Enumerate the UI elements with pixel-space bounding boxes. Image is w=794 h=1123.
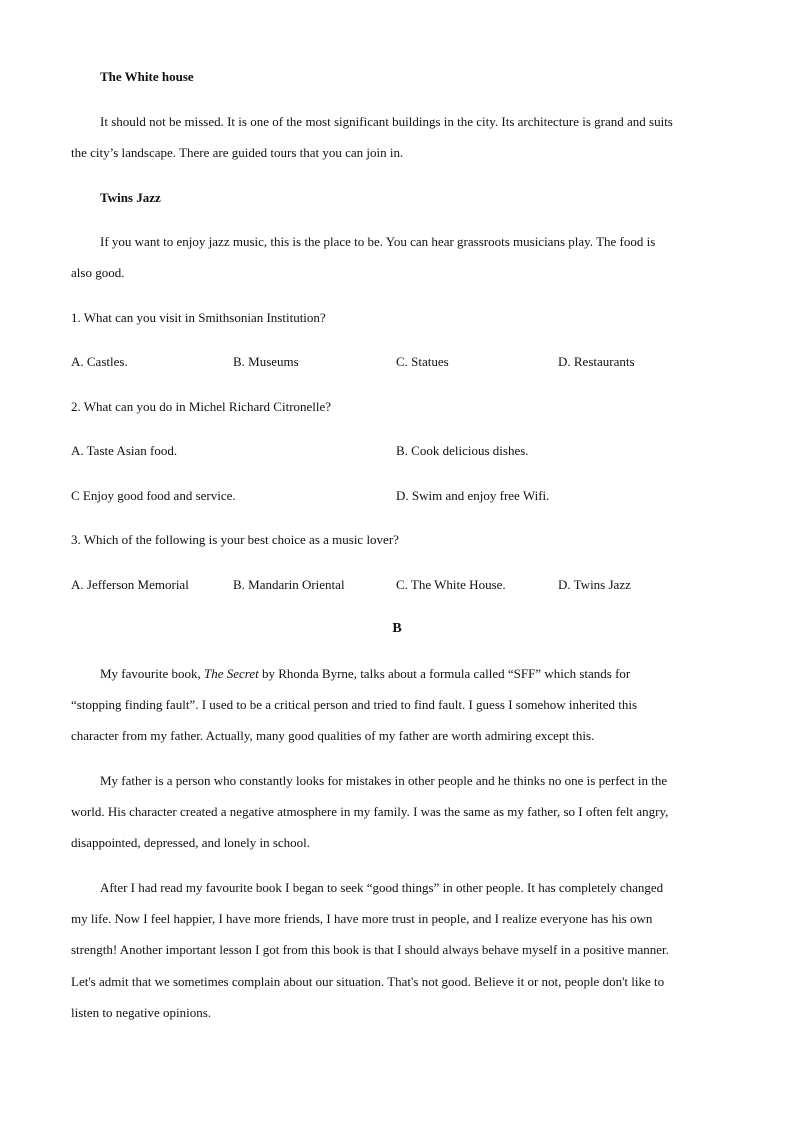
p1-intro-text: My favourite book, xyxy=(100,666,201,681)
question-3-option-d: D. Twins Jazz xyxy=(558,577,631,592)
section-b-p1-line-2: “stopping finding fault”. I used to be a critical person and tried to find fault. I guess I somehow inherited this xyxy=(71,697,638,712)
question-3-option-a: A. Jefferson Memorial xyxy=(71,577,189,592)
question-1-option-a: A. Castles. xyxy=(71,354,128,369)
white-house-line-2: the city’s landscape. There are guided tours that you can join in. xyxy=(71,145,404,160)
book-title: The Secret xyxy=(203,666,259,681)
section-b-p2-line-2: world. His character created a negative atmosphere in my family. I was the same as my father, so I often felt angry, xyxy=(71,804,669,819)
question-1-option-d: D. Restaurants xyxy=(558,354,635,369)
twins-jazz-line-2: also good. xyxy=(71,265,125,280)
section-b-p3-line-1: After I had read my favourite book I began to seek “good things” in other people. It has completely changed xyxy=(100,880,664,895)
question-2-option-b: B. Cook delicious dishes. xyxy=(396,443,529,458)
heading-twins-jazz: Twins Jazz xyxy=(100,190,161,205)
section-b-heading: B xyxy=(392,621,402,636)
question-3-stem: 3. Which of the following is your best choice as a music lover? xyxy=(71,532,399,547)
section-b-p3-line-4: Let's admit that we sometimes complain about our situation. That's not good. Believe it or not, people don't like to xyxy=(71,974,665,989)
question-1-stem: 1. What can you visit in Smithsonian Institution? xyxy=(71,310,326,325)
question-1-option-b: B. Museums xyxy=(233,354,299,369)
section-b-p1-line-1 xyxy=(100,666,630,682)
question-2-option-c: C Enjoy good food and service. xyxy=(71,488,236,503)
question-1-option-c: C. Statues xyxy=(396,354,449,369)
section-b-p2-line-1: My father is a person who constantly looks for mistakes in other people and he thinks no one is perfect in the xyxy=(100,773,668,788)
section-b-p3-line-5: listen to negative opinions. xyxy=(71,1005,212,1020)
question-2-option-a: A. Taste Asian food. xyxy=(71,443,178,458)
section-b-p3-line-3: strength! Another important lesson I got from this book is that I should always behave myself in a positive manner. xyxy=(71,942,669,957)
section-b-p3-line-2: my life. Now I feel happier, I have more friends, I have more trust in people, and I realize everyone has his own xyxy=(71,911,653,926)
question-2-stem: 2. What can you do in Michel Richard Citronelle? xyxy=(71,399,332,414)
section-b-p1-line-3: character from my father. Actually, many good qualities of my father are worth admiring except this. xyxy=(71,728,595,743)
twins-jazz-line-1: If you want to enjoy jazz music, this is the place to be. You can hear grassroots musicians play. The food is xyxy=(100,234,656,249)
p1-intro-rest: by Rhonda Byrne, talks about a formula called “SFF” which stands for xyxy=(258,666,631,681)
question-2-option-d: D. Swim and enjoy free Wifi. xyxy=(396,488,550,503)
white-house-line-1: It should not be missed. It is one of the most significant buildings in the city. Its architecture is grand and suits xyxy=(100,114,673,129)
section-b-p2-line-3: disappointed, depressed, and lonely in school. xyxy=(71,835,311,850)
question-3-option-b: B. Mandarin Oriental xyxy=(233,577,345,592)
heading-white-house: The White house xyxy=(100,69,194,84)
question-3-option-c: C. The White House. xyxy=(396,577,506,592)
